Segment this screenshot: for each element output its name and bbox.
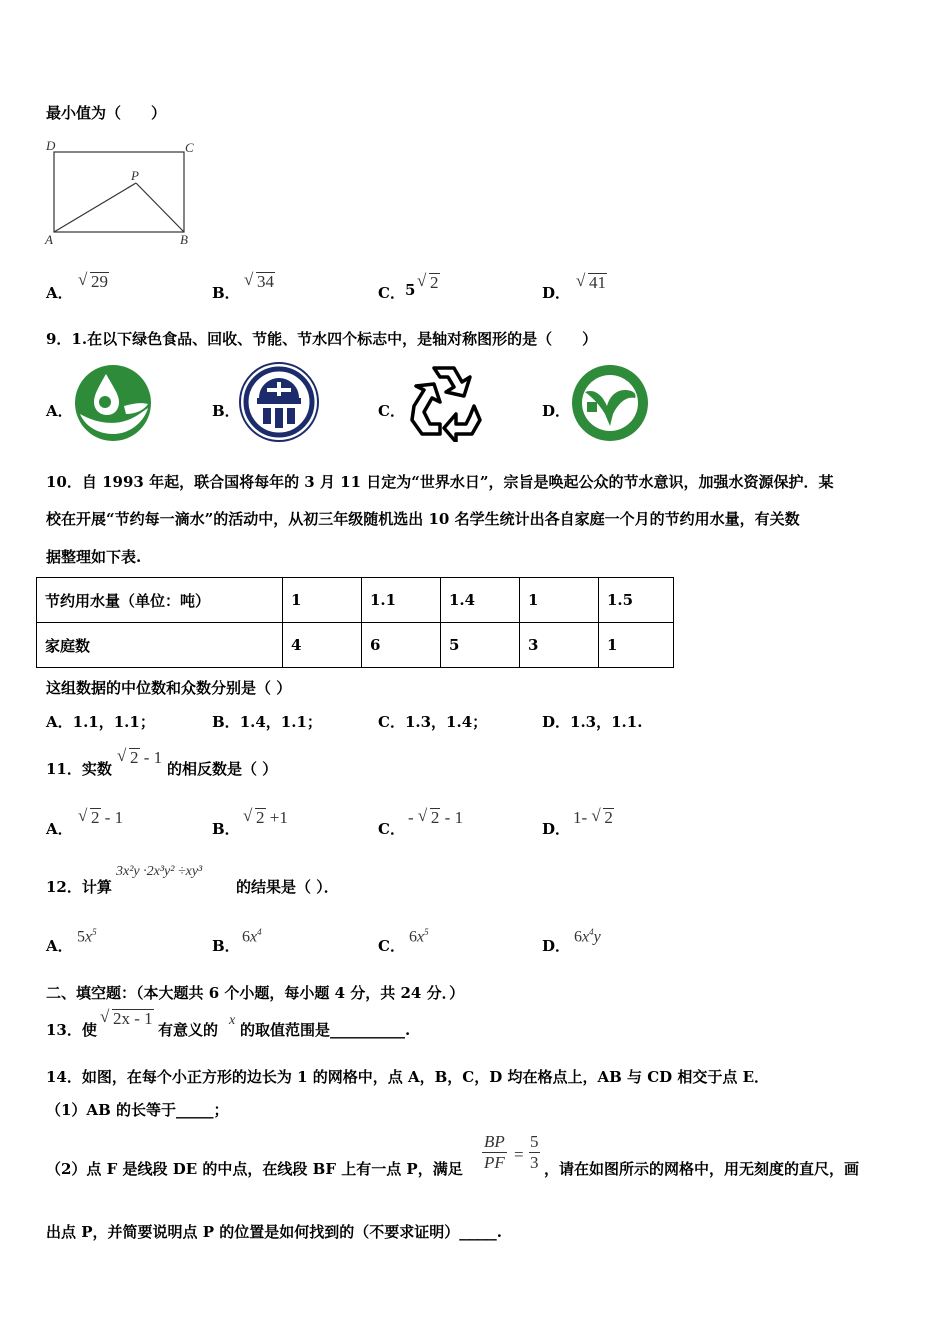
table-cell: 3 <box>520 623 599 668</box>
recycle-logo-icon[interactable] <box>404 362 484 442</box>
table-cell: 5 <box>441 623 520 668</box>
label-a: A <box>45 232 53 247</box>
q11-option-b-label[interactable]: B． <box>212 820 240 838</box>
q12-option-b-label[interactable]: B． <box>212 937 240 955</box>
q8-option-c-coef[interactable]: 5 <box>405 281 416 299</box>
table-row <box>37 623 674 668</box>
q12-option-c-label[interactable]: C． <box>378 937 405 955</box>
rectangle-apbcd-diagram <box>44 138 204 250</box>
label-c: C <box>185 140 194 155</box>
q8-option-d-label[interactable]: D． <box>542 284 571 302</box>
q8-option-a-label[interactable]: A． <box>46 284 73 302</box>
q12-option-d-value[interactable]: $6x^4y$ <box>574 927 601 946</box>
table-cell: 1.4 <box>441 578 520 623</box>
fraction-five-thirds: $\frac{5}{3}$ <box>530 1132 539 1172</box>
q11-stem-expr: √ 2 - 1 <box>117 746 163 767</box>
q11-option-a-value[interactable]: √ 2 - 1 <box>78 806 124 827</box>
equals-sign: = <box>514 1145 524 1164</box>
q11-option-a-label[interactable]: A． <box>46 820 73 838</box>
q10-option-b[interactable]: B．1.4，1.1； <box>212 713 322 731</box>
q11-option-b-value[interactable]: √ 2 +1 <box>243 806 288 827</box>
q10-option-c[interactable]: C．1.3，1.4； <box>378 713 488 731</box>
label-b: B <box>180 232 188 247</box>
q14-part2-after: ，请在如图所示的网格中，用无刻度的直尺，画 <box>544 1160 860 1178</box>
table-cell: 1 <box>520 578 599 623</box>
q8-option-c-label[interactable]: C． <box>378 284 405 302</box>
q11-option-c-label[interactable]: C． <box>378 820 405 838</box>
q9-option-c-label[interactable]: C． <box>378 402 405 420</box>
q13-var: x <box>229 1013 236 1028</box>
q10-question: 这组数据的中位数和众数分别是（ ） <box>46 679 292 697</box>
q8-option-a-value[interactable]: √ 29 <box>78 270 108 291</box>
green-food-logo-icon[interactable] <box>569 362 651 444</box>
q9-option-b-label[interactable]: B． <box>212 402 240 420</box>
water-drop-logo-icon[interactable] <box>72 362 154 444</box>
table-cell: 6 <box>362 623 441 668</box>
q12-stem-before: 12．计算 <box>46 878 112 896</box>
q11-option-d-value[interactable]: 1- √ 2 <box>573 806 613 827</box>
q14-part1: （1）AB 的长等于_____； <box>46 1101 229 1119</box>
q10-option-a[interactable]: A．1.1，1.1； <box>46 713 155 731</box>
q8-option-b-label[interactable]: B． <box>212 284 240 302</box>
table-cell: 家庭数 <box>37 623 283 668</box>
table-row <box>37 578 674 623</box>
q13-before: 13．使 <box>46 1021 97 1039</box>
q9-option-a-label[interactable]: A． <box>46 402 73 420</box>
q10-stem-line1: 10．自 1993 年起，联合国将每年的 3 月 11 日定为“世界水日”，宗旨是唤起公众的节水意识，加强水资源保护．某 <box>46 473 834 491</box>
q12-option-b-value[interactable]: $6x^4$ <box>242 927 262 946</box>
table-cell: 1.5 <box>599 578 674 623</box>
water-saving-table <box>36 577 674 668</box>
q10-stem-line3: 据整理如下表. <box>46 548 142 566</box>
q10-stem-line2: 校在开展“节约每一滴水”的活动中，从初三年级随机选出 10 名学生统计出各自家庭一个月的节约用水量，有关数 <box>46 510 800 528</box>
section2-heading: 二、填空题：（本大题共 6 个小题，每小题 4 分，共 24 分．） <box>46 984 465 1002</box>
q9-option-d-label[interactable]: D． <box>542 402 571 420</box>
q13-mid: 有意义的 <box>158 1021 219 1039</box>
table-cell: 1 <box>283 578 362 623</box>
q12-stem-after: 的结果是（ ）． <box>236 878 339 896</box>
q8-option-b-value[interactable]: √ 34 <box>244 270 274 291</box>
q11-stem-after: 的相反数是（ ） <box>167 760 278 778</box>
q14-stem: 14．如图，在每个小正方形的边长为 1 的网格中，点 A，B，C，D 均在格点上，AB 与 CD 相交于点 E． <box>46 1068 770 1086</box>
label-p: P <box>131 168 139 183</box>
table-cell: 节约用水量（单位：吨） <box>37 578 283 623</box>
q8-stem-tail: 最小值为（ ） <box>46 104 167 122</box>
energy-saving-logo-icon[interactable] <box>237 360 321 444</box>
q9-stem: 9．1.在以下绿色食品、回收、节能、节水四个标志中，是轴对称图形的是（ ） <box>46 330 598 348</box>
q11-option-d-label[interactable]: D． <box>542 820 571 838</box>
q12-option-c-value[interactable]: $6x^5$ <box>409 927 429 946</box>
q12-option-d-label[interactable]: D． <box>542 937 571 955</box>
label-d: D <box>46 138 56 153</box>
q10-option-d[interactable]: D．1.3，1.1. <box>542 713 643 731</box>
q11-option-c-value[interactable]: - √ 2 - 1 <box>408 806 464 827</box>
q11-stem-before: 11．实数 <box>46 760 112 778</box>
q8-option-d-value[interactable]: √ 41 <box>576 271 606 292</box>
q12-expression: 3x²y ·2x³y² ÷xy³ <box>116 864 203 879</box>
table-cell: 1.1 <box>362 578 441 623</box>
table-cell: 1 <box>599 623 674 668</box>
q8-option-c-value[interactable]: √ 2 <box>417 271 439 292</box>
q14-part2-before: （2）点 F 是线段 DE 的中点，在线段 BF 上有一点 P，满足 <box>46 1160 463 1178</box>
q12-option-a-label[interactable]: A． <box>46 937 73 955</box>
q13-after: 的取值范围是__________. <box>240 1021 411 1039</box>
q12-option-a-value[interactable]: $5x^5$ <box>77 927 97 946</box>
q13-radical: √ 2x - 1 <box>100 1007 153 1028</box>
table-cell: 4 <box>283 623 362 668</box>
q14-part2-line2: 出点 P，并简要说明点 P 的位置是如何找到的（不要求证明）_____. <box>46 1223 502 1241</box>
fraction-bp-pf: $\frac{BP}{PF}$ <box>484 1132 505 1172</box>
